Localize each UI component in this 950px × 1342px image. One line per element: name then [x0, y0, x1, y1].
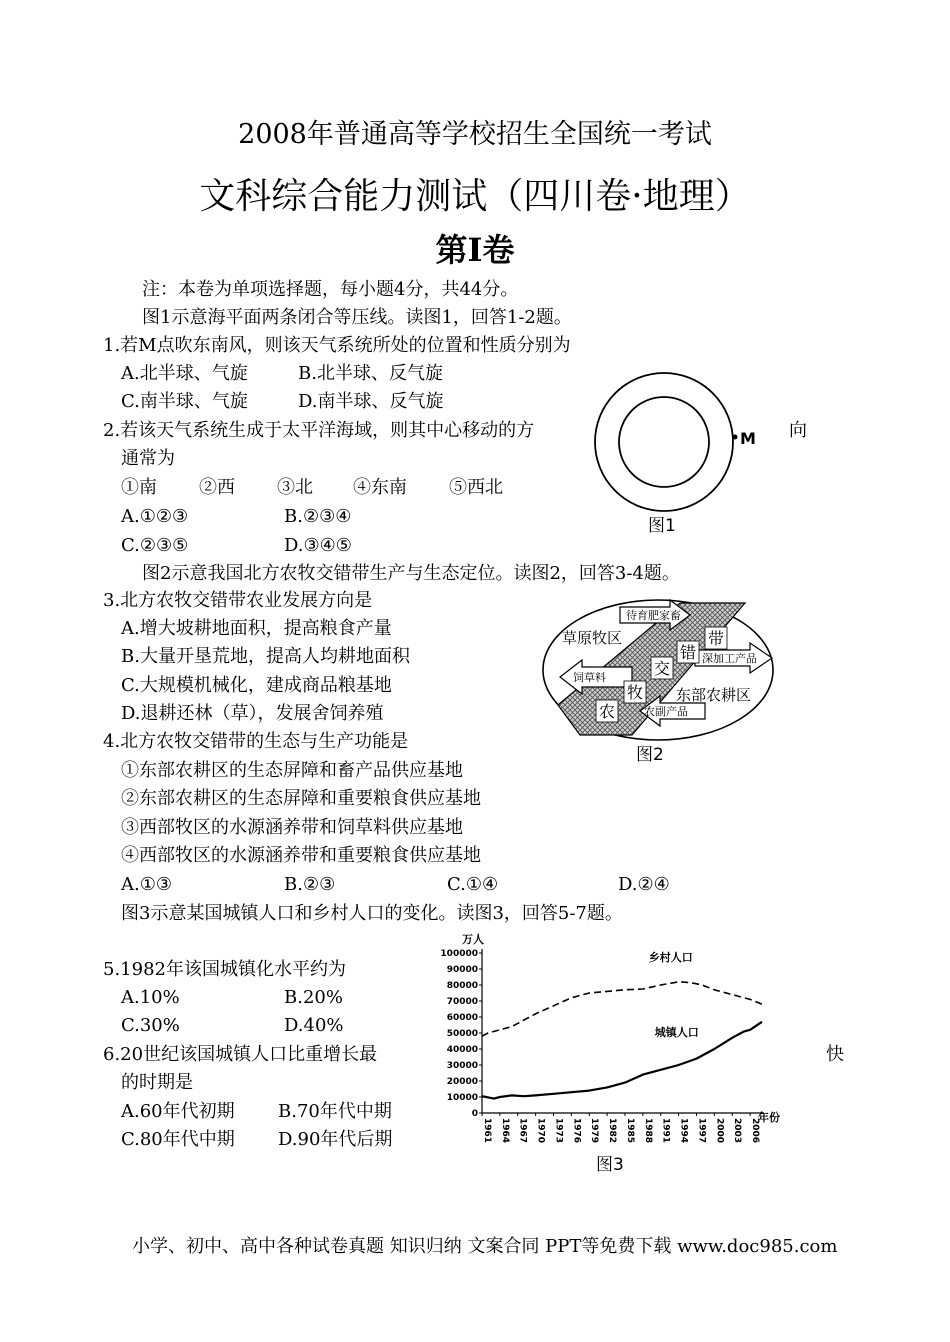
paper-title: 文科综合能力测试（四川卷·地理）: [199, 176, 751, 217]
q4-statement-4: ④西部牧区的水源涵养带和重要粮食供应基地: [121, 845, 481, 866]
point-m-label: M: [740, 429, 756, 448]
west-region-label: 草原牧区: [562, 629, 623, 647]
y-tick-label: 100000: [440, 949, 478, 959]
x-tick-label: 1997: [696, 1118, 707, 1144]
q2-choice-2: ②西: [199, 477, 235, 498]
x-tick-label: 1994: [678, 1118, 689, 1144]
q2-option-c: C.②③⑤: [121, 535, 189, 556]
q6-option-c: C.80年代中期: [121, 1129, 235, 1150]
q6-option-a: A.60年代初期: [121, 1101, 235, 1122]
band-char-1: 农: [599, 702, 616, 721]
x-tick-label: 1964: [499, 1118, 510, 1144]
y-tick-label: 90000: [446, 965, 478, 975]
y-tick-label: 50000: [446, 1029, 478, 1039]
q4-statement-3: ③西部牧区的水源涵养带和饲草料供应基地: [121, 817, 463, 838]
urban-series-label: 城镇人口: [654, 1026, 699, 1039]
q4-option-d: D.②④: [618, 874, 670, 895]
figure-3-population-chart: [410, 925, 800, 1155]
x-tick-label: 1985: [624, 1118, 635, 1144]
q2-option-b: B.②③④: [284, 506, 352, 527]
x-tick-label: 1982: [607, 1118, 618, 1144]
y-tick-label: 60000: [446, 1013, 478, 1023]
rural-population-line: [482, 982, 762, 1036]
q6-stem-line2: 的时期是: [121, 1072, 193, 1093]
q2-choice-1: ①南: [121, 477, 157, 498]
q2-choice-4: ④东南: [353, 477, 407, 498]
x-tick-label: 1961: [482, 1118, 492, 1144]
band-char-3: 交: [654, 659, 671, 678]
q1-option-c: C.南半球、气旋: [121, 391, 248, 412]
q4-stem: 4.北方农牧交错带的生态与生产功能是: [103, 731, 409, 752]
q4-option-b: B.②③: [284, 874, 336, 895]
q3-option-c: C.大规模机械化，建成商品粮基地: [121, 675, 392, 696]
band-char-2: 牧: [627, 683, 644, 702]
rural-series-label: 乡村人口: [648, 950, 693, 964]
q3-option-b: B.大量开垦荒地，提高人均耕地面积: [121, 646, 410, 667]
outer-isobar: [595, 373, 733, 511]
q2-choice-5: ⑤西北: [449, 477, 503, 498]
intro-fig2: 图2示意我国北方农牧交错带生产与生态定位。读图2，回答3-4题。: [142, 563, 680, 584]
q5-option-a: A.10%: [121, 987, 180, 1008]
inner-isobar: [619, 397, 709, 487]
q6-stem: 6.20世纪该国城镇人口比重增长最: [103, 1044, 378, 1065]
section-title: 第I卷: [435, 231, 515, 269]
q3-option-a: A.增大坡耕地面积，提高粮食产量: [121, 618, 392, 639]
figure-3-caption: 图3: [596, 1155, 624, 1175]
q2-option-a: A.①②③: [121, 506, 189, 527]
point-m-marker: [733, 435, 738, 440]
band-char-5: 带: [708, 629, 725, 648]
x-tick-label: 1976: [571, 1118, 582, 1144]
urban-population-line: [482, 1022, 762, 1099]
x-tick-label: 1973: [553, 1118, 564, 1144]
section-note: 注：本卷为单项选择题，每小题4分，共44分。: [142, 279, 519, 300]
y-tick-label: 0: [471, 1109, 478, 1119]
q6-option-d: D.90年代后期: [278, 1129, 393, 1150]
band-char-4: 错: [680, 643, 697, 662]
x-tick-label: 1979: [589, 1118, 600, 1144]
q4-option-c: C.①④: [447, 874, 499, 895]
y-tick-label: 70000: [446, 997, 478, 1007]
exam-title: 2008年普通高等学校招生全国统一考试: [238, 119, 712, 150]
q1-stem: 1.若M点吹东南风，则该天气系统所处的位置和性质分别为: [103, 335, 571, 356]
y-axis-label: 万人: [462, 933, 484, 946]
arrow-right-label: 深加工产品: [702, 652, 757, 665]
y-tick-label: 30000: [446, 1061, 478, 1071]
east-region-label: 东部农耕区: [676, 686, 752, 704]
q3-option-d: D.退耕还林（草），发展舍饲养殖: [121, 703, 384, 724]
q4-statement-1: ①东部农耕区的生态屏障和畜产品供应基地: [121, 760, 463, 781]
q1-option-b: B.北半球、反气旋: [298, 363, 443, 384]
figure-1-caption: 图1: [648, 516, 676, 536]
q5-option-c: C.30%: [121, 1015, 180, 1036]
q4-statement-2: ②东部农耕区的生态屏障和重要粮食供应基地: [121, 788, 481, 809]
q5-stem: 5.1982年该国城镇化水平约为: [103, 959, 346, 980]
q5-option-b: B.20%: [284, 987, 343, 1008]
arrow-top-label: 待育肥家畜: [626, 609, 681, 622]
arrow-left-label: 饲草料: [573, 671, 606, 684]
y-tick-label: 40000: [446, 1045, 478, 1055]
q2-stem: 2.若该天气系统生成于太平洋海域，则其中心移动的方: [103, 420, 535, 441]
x-axis-label: 年份: [758, 1111, 780, 1124]
x-tick-label: 2000: [714, 1118, 725, 1144]
q2-stem-line2: 通常为: [121, 448, 175, 469]
q4-option-a: A.①③: [121, 874, 172, 895]
x-tick-label: 1988: [642, 1118, 653, 1144]
intro-fig3: 图3示意某国城镇人口和乡村人口的变化。读图3，回答5-7题。: [121, 903, 623, 924]
y-tick-label: 10000: [446, 1093, 478, 1103]
footer-text: 小学、初中、高中各种试卷真题 知识归纳 文案合同 PPT等免费下载 www.doc985.com: [132, 1236, 838, 1257]
y-tick-label: 20000: [446, 1077, 478, 1087]
x-tick-label: 1991: [660, 1118, 671, 1144]
x-tick-label: 2006: [750, 1118, 761, 1144]
q2-stem-end: 向: [789, 420, 807, 441]
q6-stem-end: 快: [826, 1044, 844, 1065]
q5-option-d: D.40%: [284, 1015, 344, 1036]
intro-fig1: 图1示意海平面两条闭合等压线。读图1，回答1-2题。: [142, 307, 572, 328]
x-tick-label: 1970: [535, 1118, 546, 1144]
x-tick-label: 1967: [517, 1118, 528, 1144]
figure-2-diagram: [540, 595, 780, 745]
q6-option-b: B.70年代中期: [278, 1101, 392, 1122]
arrow-bottom-label: 农副产品: [644, 705, 688, 718]
q2-option-d: D.③④⑤: [284, 535, 352, 556]
q2-choice-3: ③北: [277, 477, 313, 498]
x-tick-label: 2003: [732, 1118, 743, 1144]
q3-stem: 3.北方农牧交错带农业发展方向是: [103, 590, 373, 611]
y-tick-label: 80000: [446, 981, 478, 991]
q1-option-a: A.北半球、气旋: [121, 363, 248, 384]
figure-2-caption: 图2: [636, 745, 664, 765]
q1-option-d: D.南半球、反气旋: [298, 391, 444, 412]
